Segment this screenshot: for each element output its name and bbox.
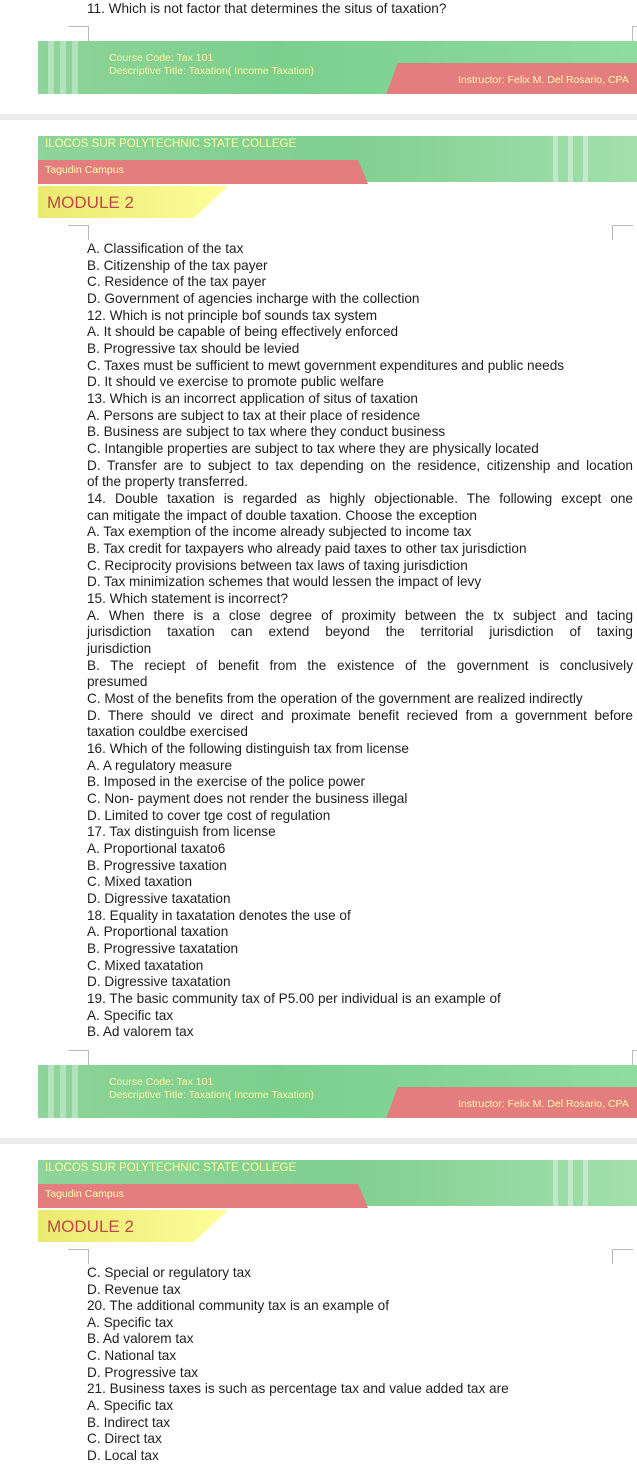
module-title: MODULE 2	[47, 193, 134, 212]
text-line: 16. Which of the following distinguish tax from license	[87, 741, 409, 756]
text-line: presumed	[87, 674, 148, 689]
text-line: A. Proportional taxation	[87, 924, 229, 939]
text-line: D. There should ve direct and proximate benefit recieved from a government before	[87, 708, 633, 723]
text-line: A. When there is a close degree of proximity between the tx subject and tacing	[87, 608, 633, 623]
course-code: Course Code: Tax 101	[109, 52, 214, 64]
text-line: 12. Which is not principle bof sounds tax system	[87, 308, 378, 323]
page-separator	[0, 1138, 637, 1144]
corner-mark	[632, 26, 637, 41]
text-line: C. Reciprocity provisions between tax laws of taxing jurisdiction	[87, 558, 468, 573]
text-line: A. Specific tax	[87, 1315, 174, 1330]
text-line: taxation couldbe exercised	[87, 724, 248, 739]
text-line: jurisdiction taxation can extend beyond the territorial jurisdiction of taxing	[87, 624, 633, 639]
text-line: B. Progressive taxation	[87, 858, 227, 873]
text-line: B. Indirect tax	[87, 1415, 171, 1430]
text-line: B. Ad valorem tax	[87, 1024, 194, 1039]
text-line: A. Specific tax	[87, 1008, 174, 1023]
instructor: Instructor: Felix M. Del Rosario, CPA	[458, 74, 629, 86]
text-line: C. Most of the benefits from the operation of the government are realized indirectly	[87, 691, 583, 706]
text-line: 17. Tax distinguish from license	[87, 824, 276, 839]
text-line: D. Local tax	[87, 1448, 159, 1463]
descriptive-title: Descriptive Title: Taxation( Income Taxation)	[109, 65, 315, 77]
text-line: C. National tax	[87, 1348, 177, 1363]
text-line: D. Government of agencies incharge with the collection	[87, 291, 420, 306]
text-line: B. Citizenship of the tax payer	[87, 258, 268, 273]
school-name: ILOCOS SUR POLYTECHNIC STATE COLLEGE	[45, 1162, 297, 1174]
text-line: D. Tax minimization schemes that would lessen the impact of levy	[87, 574, 482, 589]
text-line: can mitigate the impact of double taxation. Choose the exception	[87, 508, 477, 523]
text-line: B. Imposed in the exercise of the police power	[87, 774, 366, 789]
text-line: A. Tax exemption of the income already subjected to income tax	[87, 524, 472, 539]
text-line: D. Digressive taxatation	[87, 974, 231, 989]
course-code: Course Code: Tax 101	[109, 1076, 214, 1088]
corner-mark	[68, 1050, 89, 1065]
text-line: D. Digressive taxatation	[87, 891, 231, 906]
text-line: A. A regulatory measure	[87, 758, 233, 773]
instructor: Instructor: Felix M. Del Rosario, CPA	[458, 1098, 629, 1110]
text-line: A. It should be capable of being effectively enforced	[87, 324, 399, 339]
text-line: A. Proportional taxato6	[87, 841, 226, 856]
text-line: C. Intangible properties are subject to tax where they are physically located	[87, 441, 539, 456]
campus-name: Tagudin Campus	[45, 1188, 124, 1200]
text-line: 19. The basic community tax of P5.00 per individual is an example of	[87, 991, 501, 1006]
text-line: C. Residence of the tax payer	[87, 274, 267, 289]
page-footer-banner	[38, 1065, 637, 1118]
text-line: 21. Business taxes is such as percentage tax and value added tax are	[87, 1381, 509, 1396]
corner-mark	[612, 1249, 633, 1264]
text-line: C. Direct tax	[87, 1431, 162, 1446]
page-separator	[0, 114, 637, 120]
text-line: C. Special or regulatory tax	[87, 1265, 251, 1280]
school-name: ILOCOS SUR POLYTECHNIC STATE COLLEGE	[45, 138, 297, 150]
descriptive-title: Descriptive Title: Taxation( Income Taxation)	[109, 1089, 315, 1101]
question-11: 11. Which is not factor that determines the situs of taxation?	[87, 1, 447, 16]
text-line: B. Business are subject to tax where they conduct business	[87, 424, 446, 439]
text-line: D. Revenue tax	[87, 1282, 181, 1297]
text-line: A. Classification of the tax	[87, 241, 244, 256]
text-line: A. Specific tax	[87, 1398, 174, 1413]
text-line: 15. Which statement is incorrect?	[87, 591, 288, 606]
text-line: of the property transferred.	[87, 474, 248, 489]
text-line: C. Taxes must be sufficient to mewt government expenditures and public needs	[87, 358, 565, 373]
text-line: 13. Which is an incorrect application of situs of taxation	[87, 391, 418, 406]
text-line: C. Mixed taxation	[87, 874, 193, 889]
text-line: 20. The additional community tax is an example of	[87, 1298, 389, 1313]
text-line: B. Tax credit for taxpayers who already paid taxes to other tax jurisdiction	[87, 541, 527, 556]
page-footer-banner	[38, 41, 637, 94]
text-line: C. Non- payment does not render the business illegal	[87, 791, 408, 806]
corner-mark	[68, 26, 89, 41]
text-line: A. Persons are subject to tax at their place of residence	[87, 408, 421, 423]
corner-mark	[68, 225, 89, 240]
text-line: B. Ad valorem tax	[87, 1331, 194, 1346]
text-line: D. Transfer are to subject to tax depending on the residence, citizenship and location	[87, 458, 633, 473]
corner-mark	[68, 1249, 89, 1264]
text-line: D. It should ve exercise to promote public welfare	[87, 374, 384, 389]
corner-mark	[632, 1050, 637, 1065]
text-line: B. Progressive taxatation	[87, 941, 239, 956]
text-line: jurisdiction	[87, 641, 152, 656]
text-line: D. Limited to cover tge cost of regulation	[87, 808, 331, 823]
text-line: 14. Double taxation is regarded as highly objectionable. The following except one	[87, 491, 633, 506]
campus-name: Tagudin Campus	[45, 164, 124, 176]
text-line: B. The reciept of benefit from the existence of the government is conclusively	[87, 658, 633, 673]
text-line: C. Mixed taxatation	[87, 958, 204, 973]
module-title: MODULE 2	[47, 1217, 134, 1236]
text-line: D. Progressive tax	[87, 1365, 199, 1380]
text-line: B. Progressive tax should be levied	[87, 341, 300, 356]
text-line: 18. Equality in taxatation denotes the use of	[87, 908, 351, 923]
corner-mark	[612, 225, 633, 240]
